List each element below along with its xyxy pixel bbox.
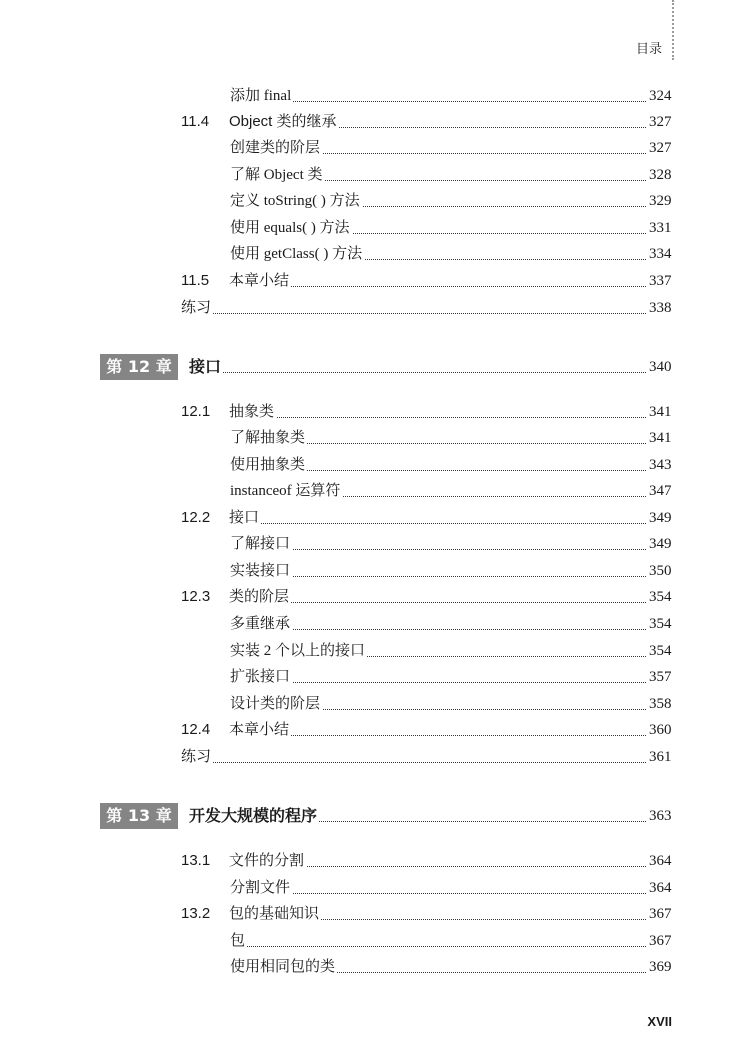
toc-page-number: 327 xyxy=(649,114,672,130)
toc-page-number: 364 xyxy=(649,853,672,869)
dot-leader xyxy=(181,762,646,763)
section-title: 文件的分割 xyxy=(229,852,305,869)
toc-section-heading xyxy=(181,111,339,133)
toc-page-number: 329 xyxy=(649,193,672,209)
toc-entry-title: 练习 xyxy=(181,297,213,319)
toc-section-heading xyxy=(181,903,321,925)
toc-page-number: 338 xyxy=(649,300,672,316)
toc-page-number: 334 xyxy=(649,246,672,262)
section-number: 13.2 xyxy=(181,905,211,922)
toc-section-entry[interactable] xyxy=(0,903,750,925)
toc-page-number: 361 xyxy=(649,749,672,765)
toc-entry-title: 了解接口 xyxy=(230,533,292,555)
toc-page-number: 354 xyxy=(649,589,672,605)
toc-entry[interactable] xyxy=(0,427,750,449)
chapter-badge: 第 12 章 xyxy=(100,354,178,380)
toc-entry[interactable] xyxy=(0,640,750,662)
toc-section-entry[interactable] xyxy=(0,850,750,872)
section-title: 包的基础知识 xyxy=(229,905,320,922)
toc-section-heading xyxy=(181,270,291,292)
toc-entry[interactable] xyxy=(0,533,750,555)
dot-leader xyxy=(230,549,646,550)
running-header-title: 目录 xyxy=(635,42,662,57)
toc-entry-title: 了解 Object 类 xyxy=(230,164,324,186)
toc-entry[interactable] xyxy=(0,930,750,952)
toc-page-number: 350 xyxy=(649,563,672,579)
toc-chapter-entry[interactable] xyxy=(0,803,750,829)
toc-page-number: 340 xyxy=(649,359,672,375)
toc-chapter-entry[interactable] xyxy=(0,354,750,380)
toc-entry[interactable] xyxy=(0,137,750,159)
section-title: 本章小结 xyxy=(229,272,290,289)
toc-page-number: 354 xyxy=(649,643,672,659)
toc-page-number: 343 xyxy=(649,457,672,473)
section-number: 13.1 xyxy=(181,852,211,869)
toc-section-heading xyxy=(181,401,276,423)
section-title: 抽象类 xyxy=(229,403,275,420)
dot-leader xyxy=(181,313,646,314)
toc-entry-title: 使用 equals( ) 方法 xyxy=(230,217,352,239)
toc-entry-title: 实装接口 xyxy=(230,560,292,582)
toc-section-entry[interactable] xyxy=(0,270,750,292)
toc-page-number: 324 xyxy=(649,88,672,104)
section-number: 12.4 xyxy=(181,721,211,738)
toc-entry[interactable] xyxy=(0,877,750,899)
section-number: 12.1 xyxy=(181,403,211,420)
dot-leader xyxy=(230,893,646,894)
chapter-title: 开发大规模的程序 xyxy=(189,803,319,829)
toc-entry[interactable] xyxy=(0,85,750,107)
toc-entry-title: 定义 toString( ) 方法 xyxy=(230,190,362,212)
toc-page-number: 349 xyxy=(649,510,672,526)
toc-entry[interactable] xyxy=(0,746,750,768)
toc-entry-title: 使用相同包的类 xyxy=(230,956,337,978)
section-title: 本章小结 xyxy=(229,721,290,738)
section-number: 11.4 xyxy=(181,113,210,130)
toc-entry[interactable] xyxy=(0,560,750,582)
toc-page-number: 331 xyxy=(649,220,672,236)
toc-page-number: 367 xyxy=(649,933,672,949)
toc-page-number: 354 xyxy=(649,616,672,632)
toc-entry-title: instanceof 运算符 xyxy=(230,480,342,502)
toc-section-entry[interactable] xyxy=(0,111,750,133)
toc-section-heading xyxy=(181,850,306,872)
toc-entry-title: 使用 getClass( ) 方法 xyxy=(230,243,364,265)
dot-leader xyxy=(230,682,646,683)
page-edge-dots xyxy=(672,0,674,60)
toc-entry[interactable] xyxy=(0,190,750,212)
toc-page-number: 349 xyxy=(649,536,672,552)
toc-page-number: 360 xyxy=(649,722,672,738)
toc-entry-title: 创建类的阶层 xyxy=(230,137,322,159)
toc-page-number: 367 xyxy=(649,906,672,922)
toc-entry[interactable] xyxy=(0,297,750,319)
chapter-badge: 第 13 章 xyxy=(100,803,178,829)
toc-page-number: 341 xyxy=(649,430,672,446)
toc-entry[interactable] xyxy=(0,666,750,688)
toc-page-number: 337 xyxy=(649,273,672,289)
toc-entry[interactable] xyxy=(0,454,750,476)
toc-page-number: 363 xyxy=(649,808,672,824)
toc-page-number: 328 xyxy=(649,167,672,183)
toc-entry[interactable] xyxy=(0,217,750,239)
toc-page-number: 347 xyxy=(649,483,672,499)
toc-entry-title: 分割文件 xyxy=(230,877,292,899)
toc-section-entry[interactable] xyxy=(0,719,750,741)
toc-entry-title: 包 xyxy=(230,930,247,952)
dot-leader xyxy=(230,576,646,577)
section-title: 类的阶层 xyxy=(229,588,290,605)
toc-page-number: 369 xyxy=(649,959,672,975)
dot-leader xyxy=(230,629,646,630)
toc-entry-title: 扩张接口 xyxy=(230,666,292,688)
toc-section-heading xyxy=(181,507,261,529)
toc-entry-title: 多重继承 xyxy=(230,613,292,635)
toc-page-number: 358 xyxy=(649,696,672,712)
toc-section-entry[interactable] xyxy=(0,586,750,608)
chapter-title: 接口 xyxy=(189,354,223,380)
section-title: 接口 xyxy=(229,509,260,526)
toc-entry-title: 添加 final xyxy=(230,85,293,107)
toc-section-entry[interactable] xyxy=(0,401,750,423)
toc-section-entry[interactable] xyxy=(0,507,750,529)
toc-page-number: 357 xyxy=(649,669,672,685)
section-title: Object 类的继承 xyxy=(229,113,337,130)
toc-entry[interactable] xyxy=(0,480,750,502)
page-number: XVII xyxy=(647,1014,672,1029)
toc-section-heading xyxy=(181,719,291,741)
toc-page-number: 341 xyxy=(649,404,672,420)
section-number: 12.2 xyxy=(181,509,211,526)
toc-entry-title: 练习 xyxy=(181,746,213,768)
toc-entry[interactable] xyxy=(0,243,750,265)
toc-section-heading xyxy=(181,586,291,608)
toc-entry-title: 设计类的阶层 xyxy=(230,693,322,715)
section-number: 11.5 xyxy=(181,272,210,289)
dot-leader xyxy=(230,946,646,947)
toc-entry[interactable] xyxy=(0,956,750,978)
dot-leader xyxy=(189,372,646,373)
toc-entry-title: 使用抽象类 xyxy=(230,454,307,476)
toc-entry-title: 实装 2 个以上的接口 xyxy=(230,640,367,662)
section-number: 12.3 xyxy=(181,588,211,605)
toc-entry[interactable] xyxy=(0,613,750,635)
toc-entry[interactable] xyxy=(0,693,750,715)
toc-page-number: 364 xyxy=(649,880,672,896)
toc-entry[interactable] xyxy=(0,164,750,186)
toc-entry-title: 了解抽象类 xyxy=(230,427,307,449)
toc-page-number: 327 xyxy=(649,140,672,156)
